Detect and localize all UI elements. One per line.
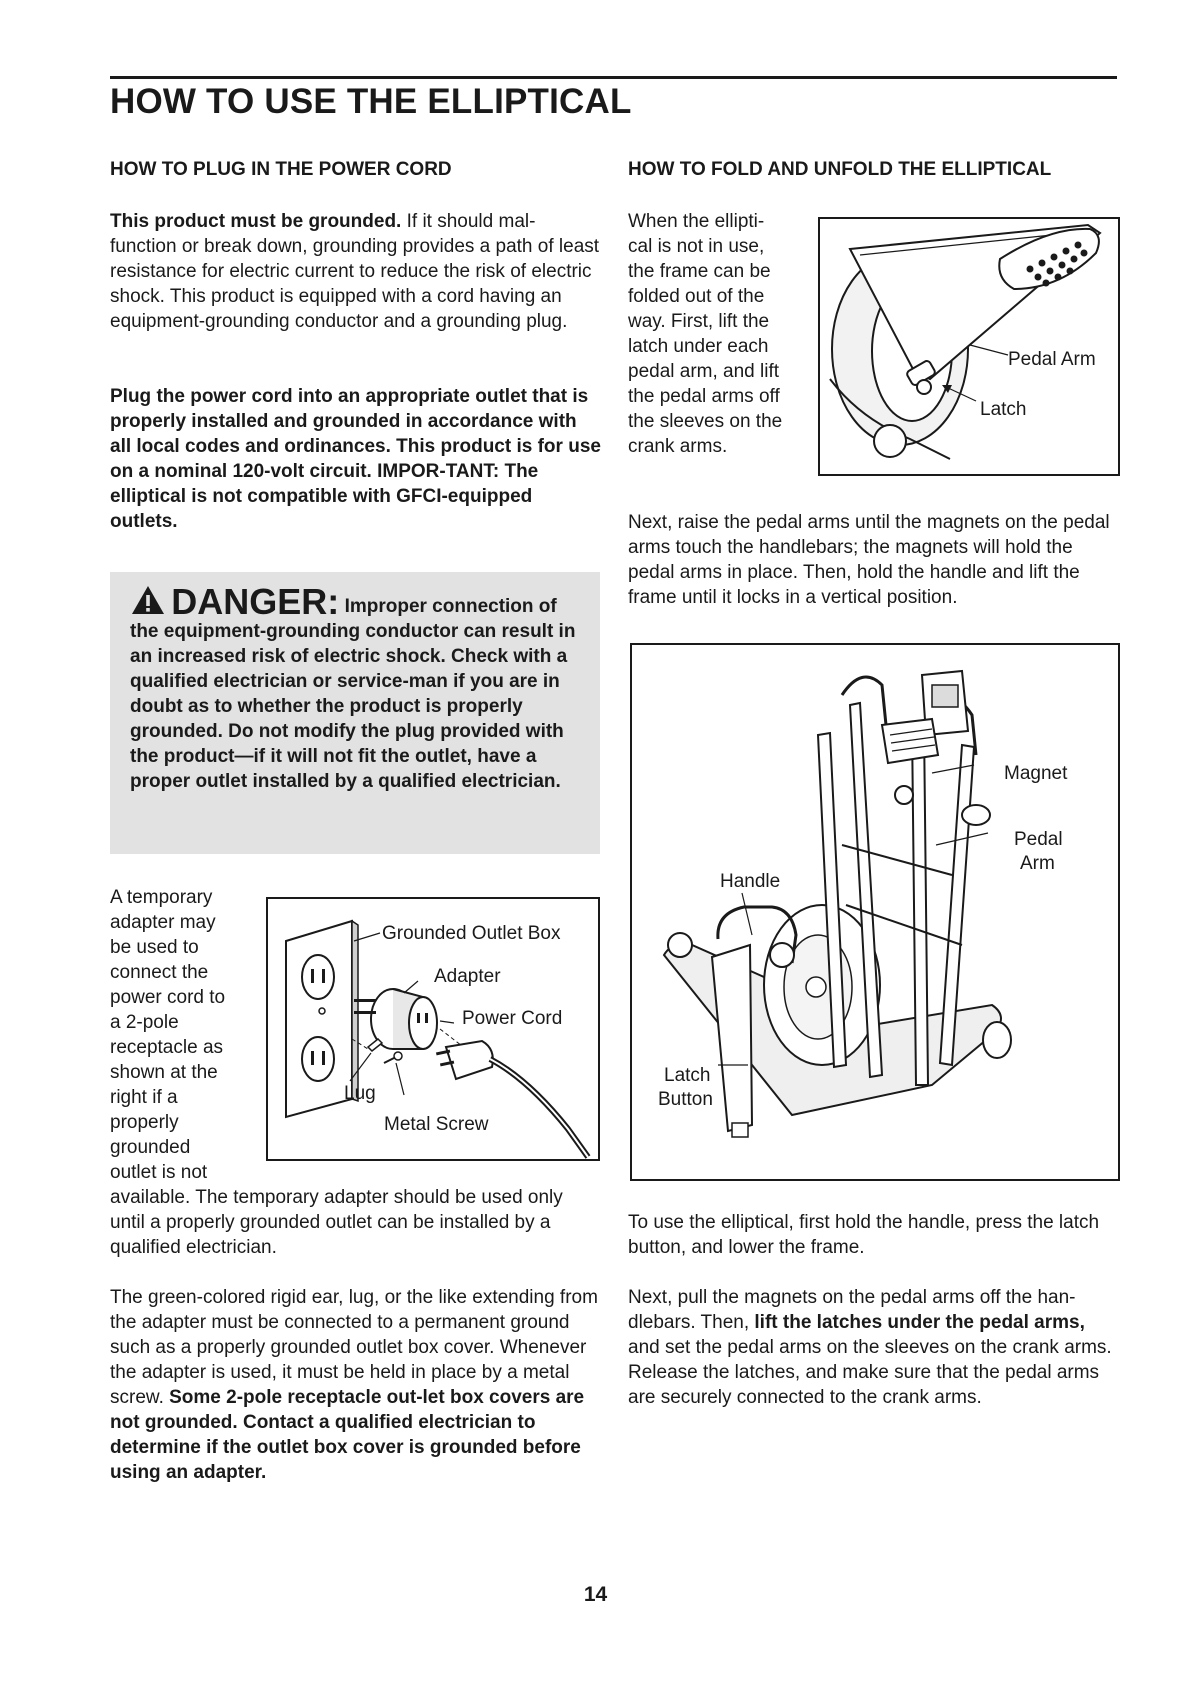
danger-content [130, 581, 590, 794]
adapter-paragraph-narrow: A temporary adapter may be used to connect the power cord to a 2-pole receptacle as shown at the right if a properly grounded outlet is not [110, 887, 226, 1183]
fold-paragraph-narrow: When the ellipti-cal is not in use, the frame can be folded out of the way. First, lift the latch under each pedal arm, and lift the pedal arms off the sleeves on the crank arms. [628, 211, 783, 457]
pull-magnets-body-b: and set the pedal arms on the sleeves on the crank arms. Release the latches, and make sure that the pedal arms are securely connected to the crank arms. [628, 1337, 1112, 1408]
label-latch-button-line1: Latch [664, 1065, 711, 1086]
pull-magnets-bold: lift the latches under the pedal arms, [754, 1312, 1085, 1333]
page-title: HOW TO USE THE ELLIPTICAL [110, 82, 632, 121]
label-grounded-outlet-box: Grounded Outlet Box [382, 923, 561, 944]
label-pedal-arm: Pedal Arm [1008, 349, 1096, 370]
pull-magnets-paragraph [628, 1285, 1120, 1410]
pedal-latch-illustration [820, 219, 1118, 474]
danger-label: DANGER: [171, 581, 340, 622]
outlet-paragraph: Plug the power cord into an appropriate outlet that is properly installed and grounded in accordance with all local codes and ordinances. This product is for use on a nominal 120-volt circuit. IMPOR-TANT: The elliptical is not compatible with GFCI-equipped outlets. [110, 386, 601, 532]
label-pedal: Pedal [1014, 829, 1063, 850]
green-ear-body: The green-colored rigid ear, lug, or the like extending from the adapter must be connected to a permanent ground such as a properly grounded outlet box cover. Whenever the adapter is used, it must be held in place by a metal screw. [110, 1287, 598, 1408]
raise-pedal-paragraph: Next, raise the pedal arms until the magnets on the pedal arms touch the handlebars; the magnets will hold the pedal arms in place. Then, hold the handle and lift the frame until it locks in a vertical position. [628, 512, 1110, 608]
page-number: 14 [583, 1583, 608, 1606]
grounding-body: If it should mal-function or break down, grounding provides a path of least resistance for electric current to reduce the risk of electric shock. This product is equipped with a cord having an equipment-grounding conductor and a grounding plug. [110, 211, 600, 332]
power-cord-heading: HOW TO PLUG IN THE POWER CORD [110, 159, 452, 180]
label-lug: Lug [344, 1083, 376, 1104]
folded-elliptical-diagram [630, 643, 1120, 1181]
fold-heading: HOW TO FOLD AND UNFOLD THE ELLIPTICAL [628, 159, 1052, 180]
label-arm: Arm [1020, 853, 1055, 874]
pull-magnets-body-a: Next, pull the magnets on the pedal arms off the han-dlebars. Then, [628, 1287, 1076, 1333]
pedal-latch-diagram [818, 217, 1120, 476]
label-power-cord: Power Cord [462, 1008, 563, 1029]
label-magnet: Magnet [1004, 763, 1068, 784]
label-latch: Latch [980, 399, 1027, 420]
warning-triangle-icon [130, 584, 166, 616]
header-rule [110, 76, 1117, 79]
green-ear-warning: Some 2-pole receptacle out-let box covers are not grounded. Contact a qualified electrician to determine if the outlet box cover is grounded before using an adapter. [110, 1387, 585, 1483]
grounding-lead: This product must be grounded. [110, 211, 402, 232]
danger-text: Improper connection of the equipment-grounding conductor can result in an increased risk of electric shock. Check with a qualified electrician or service-man if you are in doubt as to whether the product is properly grounded. Do not modify the plug provided with the product—if it will not fit the outlet, have a proper outlet installed by a qualified electrician. [130, 596, 576, 792]
grounding-paragraph [110, 209, 600, 334]
label-handle: Handle [720, 871, 781, 892]
danger-box [110, 572, 600, 854]
outlet-diagram [266, 897, 600, 1161]
lower-frame-paragraph: To use the elliptical, first hold the handle, press the latch button, and lower the frame. [628, 1212, 1100, 1258]
label-latch-button-line2: Button [658, 1089, 713, 1110]
adapter-paragraph-wide: available. The temporary adapter should be used only until a properly grounded outlet can be installed by a qualified electrician. [110, 1187, 563, 1258]
label-metal-screw: Metal Screw [384, 1114, 489, 1135]
green-ear-paragraph [110, 1285, 602, 1485]
label-adapter: Adapter [434, 966, 501, 987]
